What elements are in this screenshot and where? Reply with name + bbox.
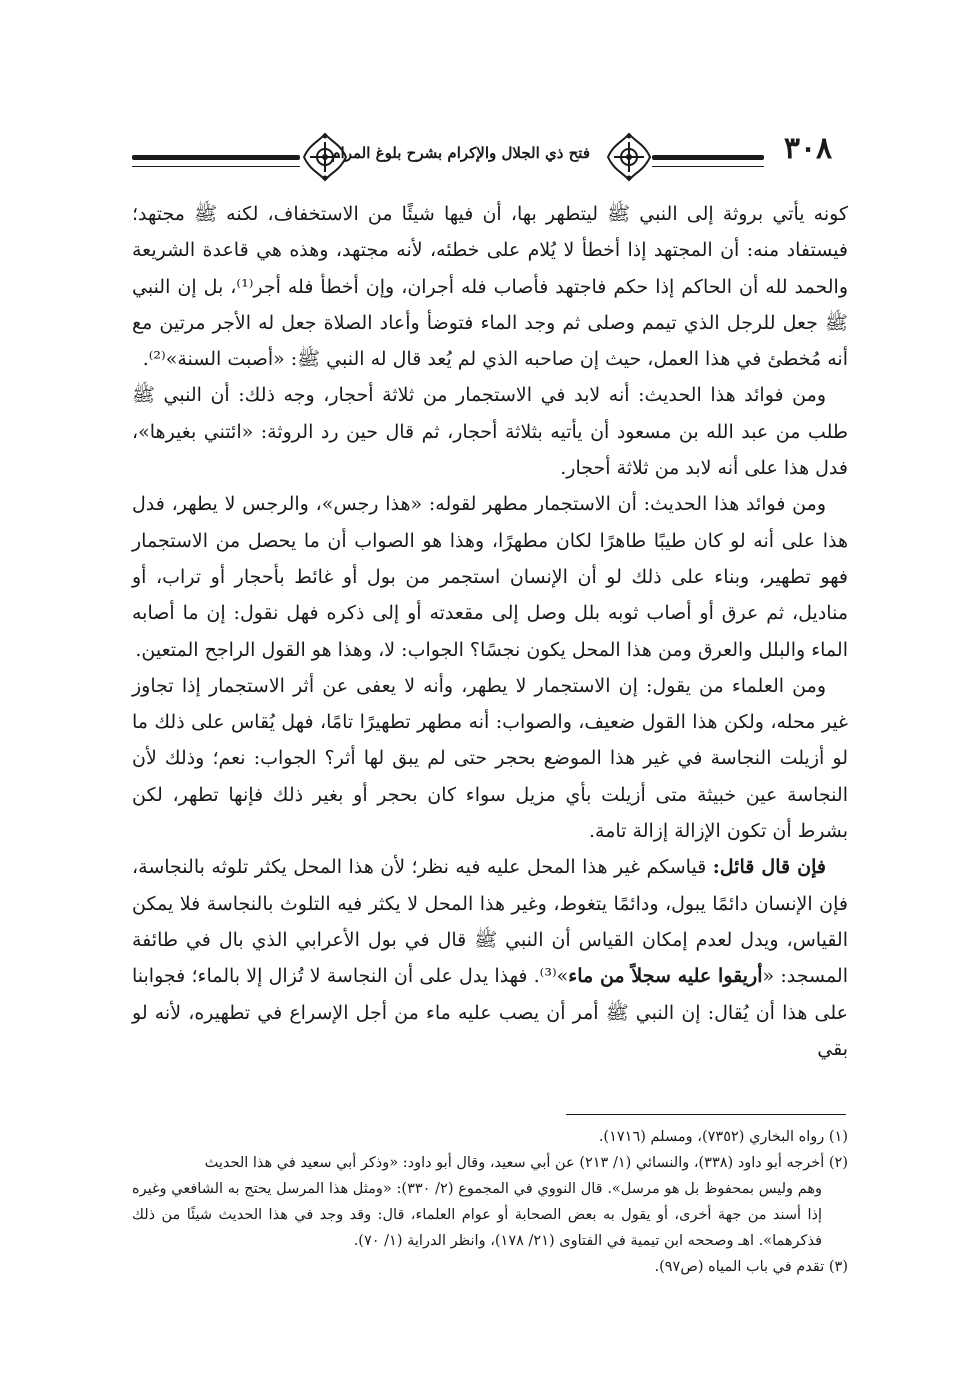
footnote: (٢) أخرجه أبو داود (٣٣٨)، والنسائي (١/ ٢١٣) عن أبي سعيد، وقال أبو داود: «وذكر أبي سعيد في هذا الحديث — [204, 1155, 848, 1171]
page-number: ٣٠٨ — [783, 131, 833, 166]
paragraph: كونه يأتي بروثة إلى النبي ﷺ ليتطهر بها، أن فيها شيئًا من الاستخفاف، لكنه ﷺ مجتهد؛ فيستفاد منه: أن المجتهد إذا أخطأ لا يُلام على خطئه، لأنه مجتهد، وهذه هي قاعدة الشريعة والحمد لله أن الحاكم إذا حكم فاجتهد فأصاب فله أجران، وإن أخطأ فله أجر⁽¹⁾، بل إن النبي ﷺ جعل للرجل الذي تيمم وصلى ثم وجد الماء فتوضأ وأعاد الصلاة جعل له الأجر مرتين مع أنه مُخطئ في هذا العمل، حيث إن صاحبه الذي لم يُعد قال له النبي ﷺ: «أصبت السنة»⁽²⁾. — [132, 203, 848, 371]
header-rule-left — [132, 155, 300, 160]
paragraph: ومن فوائد هذا الحديث: أن الاستجمار مطهر لقوله: «هذا رجس»، والرجس لا يطهر، فدل هذا على أنه لو كان طيبًا طاهرًا لكان مطهرًا، وهذا هو الصواب أن ما يحصل من الاستجمار فهو تطهير، وبناء على ذلك لو أن الإنسان استجمر من بول أو غائط بأحجار أو تراب، أو مناديل، ثم عرق أو أصاب ثوبه بلل وصل إلى مقعدته أو إلى ذكره فهل نقول: إن ما أصابه الماء والبلل والعرق ومن هذا المحل يكون نجسًا؟ الجواب: لا، وهذا هو القول الراجح المتعين. — [132, 493, 848, 661]
footnote-divider — [566, 1114, 846, 1115]
footnote-continuation: وهم وليس بمحفوظ بل هو مرسل». قال النووي في المجموع (٢/ ٣٣٠): «ومثل هذا المرسل يحتج به الشافعي وغيره إذا أسند من جهة أخرى، أو يقول به بعض الصحابة أو عوام العلماء، قال: وقد وجد في هذا الحديث شيئًا من ذلك فذكرهما». اهـ وصححه ابن تيمية في الفتاوى (٢١/ ١٧٨)، وانظر الدراية (١/ ٧٠). — [132, 1181, 822, 1249]
header-rule-left-thin — [132, 166, 300, 167]
header-rule-right — [652, 155, 764, 160]
footnote: (٣) تقدم في باب المياه (ص٩٧). — [654, 1259, 848, 1275]
paragraph: ومن فوائد هذا الحديث: أنه لابد في الاستجمار من ثلاثة أحجار، وجه ذلك: أن النبي ﷺ طلب من عبد الله بن مسعود أن يأتيه بثلاثة أحجار، ثم قال حين رد الروثة: «ائتني بغيرها»، فدل هذا على أنه لابد من ثلاثة أحجار. — [132, 384, 848, 480]
ornament-icon — [298, 130, 352, 184]
footnotes — [132, 1124, 848, 1280]
hadith-quote: أريقوا عليه سجلاً من ماء — [568, 965, 763, 988]
page-header — [132, 122, 848, 192]
objection-lead: فإن قال قائل: — [712, 856, 826, 879]
paragraph — [132, 849, 848, 1067]
ornament-icon — [602, 130, 656, 184]
book-title: فتح ذي الجلال والإكرام بشرح بلوغ المرام — [331, 144, 590, 162]
paragraph-text: قياسكم غير هذا المحل عليه فيه نظر؛ لأن هذا المحل يكثر تلوثه بالنجاسة، فإن الإنسان دائمًا يبول، ودائمًا يتغوط، وغير هذا المحل لا يكثر فيه التلوث بالنجاسة فلا يمكن القياس، ويدل لعدم إمكان القياس أن النبي ﷺ قال في بول الأعرابي الذي بال في طائفة المسجد: « — [132, 856, 848, 988]
header-rule-right-thin — [652, 166, 764, 167]
paragraph: ومن العلماء من يقول: إن الاستجمار لا يطهر، وأنه لا يعفى عن أثر الاستجمار إذا تجاوز غير محله، ولكن هذا القول ضعيف، والصواب: أنه مطهر تطهيرًا تامًا، فهل يُقاس على ذلك ما لو أزيلت النجاسة في غير هذا الموضع بحجر حتى لم يبق لها أثر؟ الجواب: نعم؛ وذلك لأن النجاسة عين خبيثة متى أزيلت بأي مزيل سواء كان بحجر أو بغير ذلك فإنها تطهر، لكن بشرط أن تكون الإزالة إزالة تامة. — [132, 674, 848, 843]
main-text — [132, 196, 848, 1067]
footnote: (١) رواه البخاري (٧٣٥٢)، ومسلم (١٧١٦). — [598, 1129, 848, 1145]
paragraph-text: »⁽³⁾. فهذا يدل على أن النجاسة لا تُزال إلا بالماء؛ فجوابنا على هذا أن يُقال: إن النبي ﷺ أمر أن يصب عليه ماء من أجل الإسراع في تطهيره، لأنه لو بقي — [132, 965, 848, 1060]
